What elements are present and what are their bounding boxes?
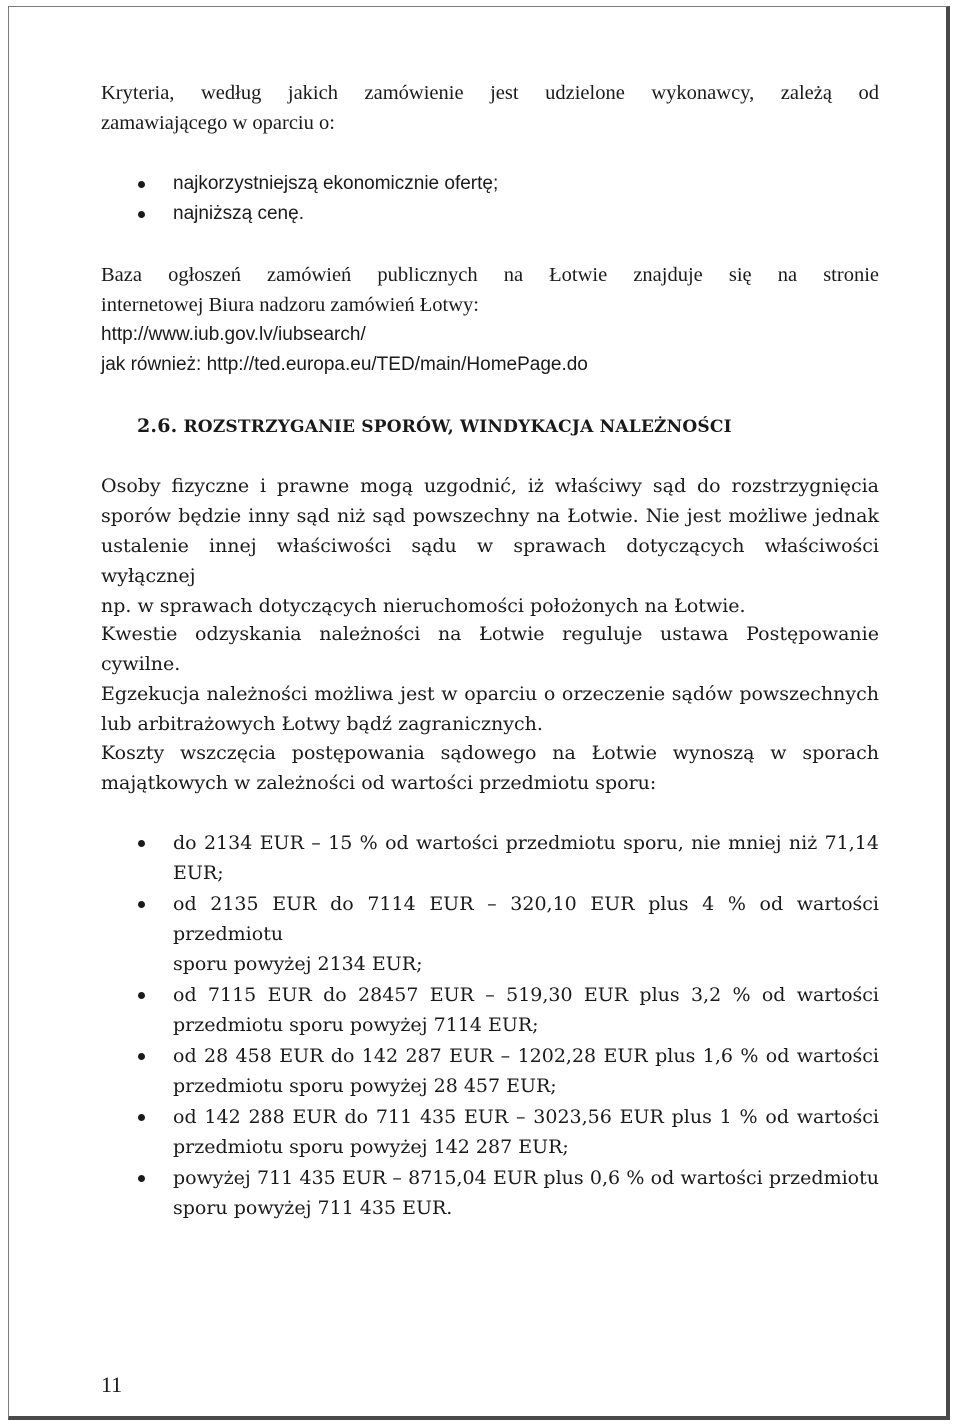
- cost-item-line-1: powyżej 711 435 EUR – 8715,04 EUR plus 0,6 % od wartości przedmiotu: [173, 1167, 879, 1189]
- para1-line-1: Osoby fizyczne i prawne mogą uzgodnić, iż właściwy sąd do rozstrzygnięcia: [101, 475, 879, 497]
- para3-line-2: majątkowych w zależności od wartości przedmiotu sporu:: [101, 772, 657, 794]
- para3-line-1: Koszty wszczęcia postępowania sądowego na Łotwie wynoszą w sporach: [101, 742, 879, 764]
- list-item: najniższą cenę.: [101, 199, 879, 229]
- section-number: 2.6.: [137, 415, 178, 437]
- intro-line-2: zamawiającego w oparciu o:: [101, 112, 335, 134]
- para2-line-1: Kwestie odzyskania należności na Łotwie reguluje ustawa Postępowanie cywilne.: [101, 623, 879, 675]
- cost-list: [101, 828, 879, 1223]
- page-number: 11: [101, 1372, 123, 1397]
- cost-item-line-2: sporu powyżej 711 435 EUR.: [173, 1197, 453, 1219]
- cost-item-line-1: od 142 288 EUR do 711 435 EUR – 3023,56 EUR plus 1 % od wartości: [173, 1106, 879, 1128]
- para1-line-2: sporów będzie inny sąd niż sąd powszechny na Łotwie. Nie jest możliwe jednak: [101, 505, 879, 527]
- cost-item-line-2: przedmiotu sporu powyżej 7114 EUR;: [173, 1014, 539, 1036]
- cost-item-line-1: od 7115 EUR do 28457 EUR – 519,30 EUR plus 3,2 % od wartości: [173, 984, 879, 1006]
- list-item: [101, 1102, 879, 1162]
- cost-item-line-2: EUR;: [173, 862, 224, 884]
- list-item: [101, 1041, 879, 1101]
- costs-paragraph: [101, 738, 879, 798]
- section-title: ROZSTRZYGANIE SPORÓW, WINDYKACJA NALEŻNOŚCI: [183, 417, 732, 437]
- cost-item-line-1: od 28 458 EUR do 142 287 EUR – 1202,28 EUR plus 1,6 % od wartości: [173, 1045, 879, 1067]
- cost-item-line-2: przedmiotu sporu powyżej 28 457 EUR;: [173, 1075, 557, 1097]
- list-item: [101, 889, 879, 979]
- jurisdiction-paragraph: [101, 471, 879, 621]
- cost-item-line-2: sporu powyżej 2134 EUR;: [173, 953, 423, 975]
- database-paragraph: [101, 260, 879, 380]
- para1-line-4: np. w sprawach dotyczących nieruchomości położonych na Łotwie.: [101, 595, 746, 617]
- list-item: [101, 828, 879, 888]
- database-line-2: internetowej Biura nadzoru zamówień Łotwy:: [101, 294, 479, 316]
- list-item: [101, 980, 879, 1040]
- cost-item-line-1: od 2135 EUR do 7114 EUR – 320,10 EUR plus 4 % od wartości przedmiotu: [173, 893, 879, 945]
- database-line-1: Baza ogłoszeń zamówień publicznych na Łotwie znajduje się na stronie: [101, 264, 879, 286]
- section-heading: [101, 411, 732, 442]
- ted-url-link[interactable]: jak również: http://ted.europa.eu/TED/main/HomePage.do: [101, 354, 588, 375]
- debt-recovery-paragraph: [101, 619, 879, 739]
- para1-line-3: ustalenie innej właściwości sądu w sprawach dotyczących właściwości wyłącznej: [101, 535, 879, 587]
- intro-line-1: Kryteria, według jakich zamówienie jest udzielone wykonawcy, zależą od: [101, 82, 879, 104]
- cost-item-line-1: do 2134 EUR – 15 % od wartości przedmiotu sporu, nie mniej niż 71,14: [173, 832, 879, 854]
- para2-line-2: Egzekucja należności możliwa jest w oparciu o orzeczenie sądów powszechnych: [101, 683, 879, 705]
- intro-paragraph: [101, 78, 879, 138]
- cost-item-line-2: przedmiotu sporu powyżej 142 287 EUR;: [173, 1136, 569, 1158]
- iub-url-link[interactable]: http://www.iub.gov.lv/iubsearch/: [101, 324, 366, 345]
- para2-line-3: lub arbitrażowych Łotwy bądź zagranicznych.: [101, 713, 543, 735]
- list-item: [101, 1163, 879, 1223]
- criteria-list: [101, 169, 879, 229]
- list-item: najkorzystniejszą ekonomicznie ofertę;: [101, 169, 879, 199]
